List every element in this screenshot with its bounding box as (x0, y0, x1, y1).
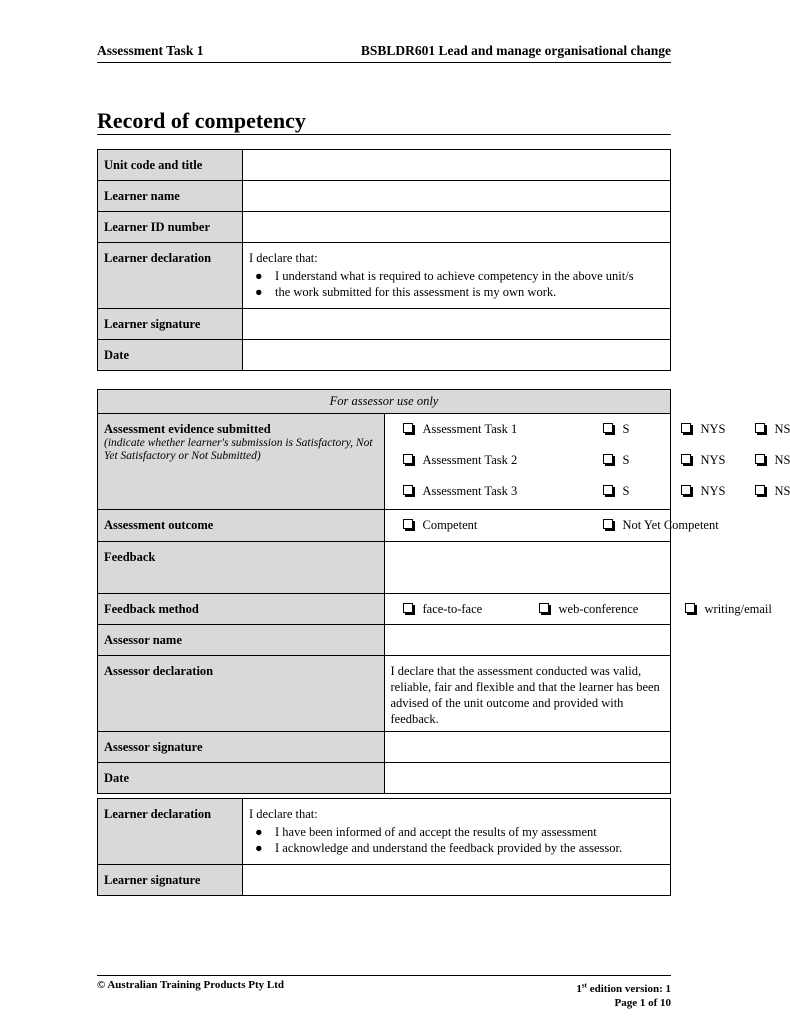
learner-table (97, 149, 671, 371)
checkbox-icon (603, 454, 613, 464)
assessor-date-label: Date (98, 763, 385, 794)
bullet-icon: ● (255, 841, 263, 855)
list-item: ● the work submitted for this assessment is my own work. (255, 285, 557, 299)
learner-signature-field[interactable] (243, 309, 671, 340)
final-signature-label: Learner signature (98, 865, 243, 896)
checkbox-icon (603, 423, 613, 433)
declaration-intro: I declare that: (249, 807, 318, 821)
assessor-date-field[interactable] (384, 763, 671, 794)
not-yet-competent-checkbox[interactable]: Not Yet Competent (603, 517, 719, 533)
edition-line: 1st edition version: 1 (576, 981, 671, 995)
outcome-row (391, 517, 719, 533)
task-1-s-checkbox[interactable]: S (603, 421, 630, 437)
page-header (97, 42, 671, 63)
checkbox-icon (685, 603, 695, 613)
feedback-method-label: Feedback method (98, 594, 385, 625)
checkbox-icon (603, 485, 613, 495)
task-1-nys-checkbox[interactable]: NYS (681, 421, 726, 437)
learner-id-label: Learner ID number (98, 212, 243, 243)
task-row (391, 452, 790, 468)
task-1-ns-checkbox[interactable]: NS (755, 421, 790, 437)
checkbox-icon (403, 485, 413, 495)
learner-declaration-label: Learner declaration (98, 243, 243, 309)
checkbox-icon (755, 485, 765, 495)
outcome-options (384, 510, 719, 542)
checkbox-icon (403, 454, 413, 464)
bullet-icon: ● (255, 825, 263, 839)
bullet-icon: ● (255, 269, 263, 283)
task-2-s-checkbox[interactable]: S (603, 452, 630, 468)
assessor-table (97, 389, 790, 794)
header-left: Assessment Task 1 (97, 43, 204, 58)
list-item: ● I have been informed of and accept the results of my assessment (255, 825, 597, 839)
task-2-nys-checkbox[interactable]: NYS (681, 452, 726, 468)
page-title: Record of competency (97, 108, 671, 135)
face-to-face-checkbox[interactable]: face-to-face (403, 601, 483, 617)
checkbox-icon (539, 603, 549, 613)
checkbox-icon (403, 519, 413, 529)
learner-signature-label: Learner signature (98, 309, 243, 340)
competent-checkbox[interactable]: Competent (403, 517, 478, 533)
task-row (391, 421, 790, 437)
list-item: ● I acknowledge and understand the feedback provided by the assessor. (255, 841, 623, 855)
footer-right (576, 978, 671, 1010)
evidence-options (384, 414, 790, 510)
page-footer (97, 975, 671, 1009)
assessor-signature-field[interactable] (384, 732, 671, 763)
task-3-ns-checkbox[interactable]: NS (755, 483, 790, 499)
feedback-field[interactable] (384, 542, 671, 594)
checkbox-icon (755, 423, 765, 433)
assessor-declaration-label: Assessor declaration (98, 656, 385, 732)
feedback-method-options (384, 594, 772, 625)
final-declaration-label: Learner declaration (98, 799, 243, 865)
assessor-name-field[interactable] (384, 625, 671, 656)
feedback-label: Feedback (98, 542, 385, 594)
writing-email-checkbox[interactable]: writing/email (685, 601, 772, 617)
page-number: Page 1 of 10 (614, 996, 671, 1009)
date-label: Date (98, 340, 243, 371)
task-2-checkbox[interactable]: Assessment Task 2 (403, 452, 518, 468)
final-signature-field[interactable] (243, 865, 671, 896)
list-item: ● I understand what is required to achieve competency in the above unit/s (255, 269, 634, 283)
assessor-name-label: Assessor name (98, 625, 385, 656)
checkbox-icon (681, 485, 691, 495)
assessor-declaration-text: I declare that the assessment conducted was valid, reliable, fair and flexible and that the learner has been advised of the unit outcome and provided with feedback. (384, 656, 671, 732)
task-3-s-checkbox[interactable]: S (603, 483, 630, 499)
final-learner-table (97, 798, 671, 896)
header-right: BSBLDR601 Lead and manage organisational change (360, 43, 671, 58)
method-row (391, 601, 772, 617)
learner-id-field[interactable] (243, 212, 671, 243)
checkbox-icon (603, 519, 613, 529)
footer-copyright: © Australian Training Products Pty Ltd (97, 979, 284, 991)
declaration-list (249, 824, 664, 856)
evidence-note: (indicate whether learner's submission is Satisfactory, Not Yet Satisfactory or Not Submitted) (104, 437, 373, 462)
bullet-icon: ● (255, 285, 263, 299)
task-3-checkbox[interactable]: Assessment Task 3 (403, 483, 518, 499)
checkbox-icon (403, 423, 413, 433)
assessor-signature-label: Assessor signature (98, 732, 385, 763)
unit-code-field[interactable] (243, 150, 671, 181)
final-declaration-text (243, 799, 671, 865)
evidence-label: Assessment evidence submitted (104, 422, 271, 436)
outcome-label: Assessment outcome (98, 510, 385, 542)
checkbox-icon (681, 454, 691, 464)
declaration-list (249, 268, 664, 300)
task-row (391, 483, 790, 499)
task-2-ns-checkbox[interactable]: NS (755, 452, 790, 468)
date-field[interactable] (243, 340, 671, 371)
unit-code-label: Unit code and title (98, 150, 243, 181)
evidence-label-cell (98, 414, 385, 510)
checkbox-icon (755, 454, 765, 464)
task-1-checkbox[interactable]: Assessment Task 1 (403, 421, 518, 437)
declaration-intro: I declare that: (249, 251, 318, 265)
learner-name-label: Learner name (98, 181, 243, 212)
web-conference-checkbox[interactable]: web-conference (539, 601, 639, 617)
learner-name-field[interactable] (243, 181, 671, 212)
learner-declaration-text (243, 243, 671, 309)
checkbox-icon (681, 423, 691, 433)
checkbox-icon (403, 603, 413, 613)
task-3-nys-checkbox[interactable]: NYS (681, 483, 726, 499)
assessor-banner: For assessor use only (98, 390, 671, 414)
